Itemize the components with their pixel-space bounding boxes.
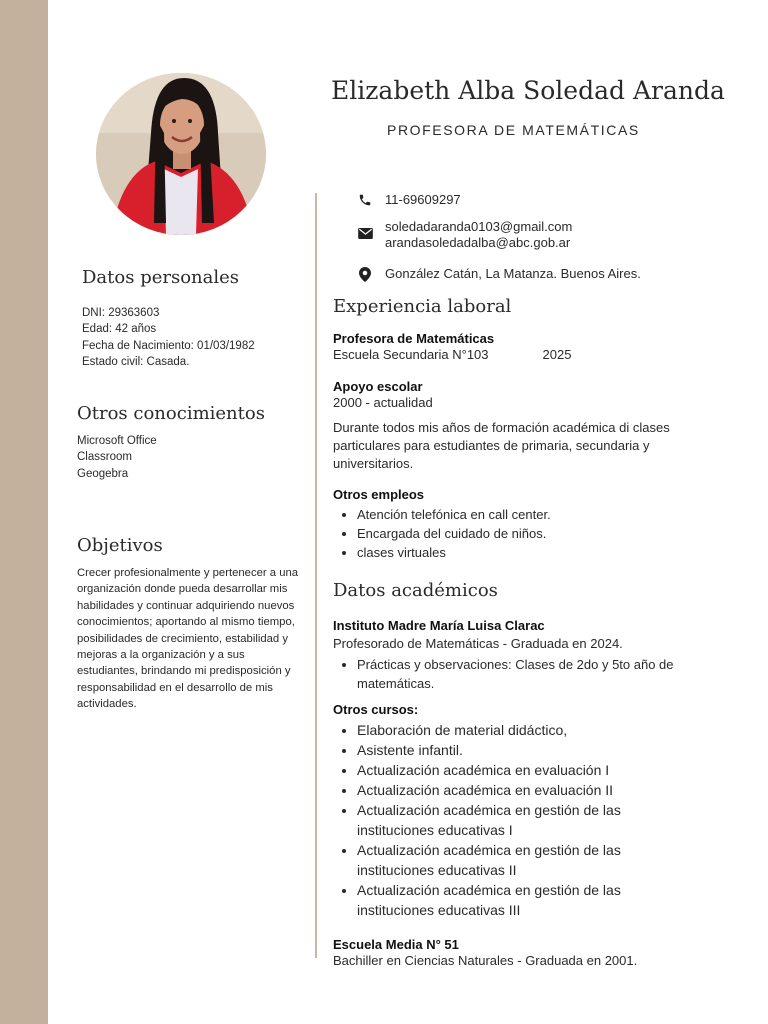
person-name: Elizabeth Alba Soledad Aranda bbox=[331, 76, 725, 105]
list-item: • Encargada del cuidado de niños. bbox=[357, 524, 743, 543]
job-1-place: Escuela Secundaria N°103 bbox=[333, 347, 489, 362]
otros-cursos bbox=[333, 702, 743, 920]
list-item: • Atención telefónica en call center. bbox=[357, 505, 743, 524]
phone-icon bbox=[356, 192, 374, 208]
nacimiento-line: Fecha de Nacimiento: 01/03/1982 bbox=[82, 339, 255, 352]
conocimiento-item: Classroom bbox=[77, 451, 132, 464]
contact-address bbox=[356, 266, 641, 282]
otros-conocimientos-list bbox=[77, 433, 157, 482]
experiencia-title: Experiencia laboral bbox=[333, 296, 512, 317]
email-secondary[interactable]: arandasoledadalba@abc.gob.ar bbox=[385, 235, 571, 250]
institucion-1-degree: Profesorado de Matemáticas - Graduada en 2024. bbox=[333, 636, 623, 651]
institucion-1 bbox=[333, 618, 743, 693]
dni-line: DNI: 29363603 bbox=[82, 307, 160, 319]
column-divider bbox=[315, 193, 317, 958]
job-1-title: Profesora de Matemáticas bbox=[333, 331, 495, 346]
academicos-title: Datos académicos bbox=[333, 580, 498, 601]
institucion-2-name: Escuela Media N° 51 bbox=[333, 937, 459, 952]
objetivos-text: Crecer profesionalmente y pertenecer a una organización donde pueda desarrollar mis habilidades y continuar adquiriendo nuevos conocimientos; aportando al mismo tiempo, posibilidades de crecimiento, estabilidad y mejoras a la organización y a sus estudiantes, brindando mi predisposición y responsabilidad en el desarrollo de mis actividades. bbox=[77, 567, 299, 711]
otros-cursos-title: Otros cursos: bbox=[333, 702, 419, 717]
list-item: • Elaboración de material didáctico, bbox=[357, 720, 677, 740]
side-color-band bbox=[0, 0, 48, 1024]
job-2-description: Durante todos mis años de formación académica di clases particulares para estudiantes de primaria, secundaria y universitarios. bbox=[333, 420, 670, 471]
address-text: González Catán, La Matanza. Buenos Aires. bbox=[385, 266, 641, 281]
job-1-year: 2025 bbox=[542, 347, 572, 362]
list-item: • clases virtuales bbox=[357, 543, 743, 562]
job-2-period: 2000 - actualidad bbox=[333, 395, 433, 410]
otros-empleos-title: Otros empleos bbox=[333, 487, 425, 502]
list-item: • Actualización académica en gestión de las instituciones educativas II bbox=[357, 840, 677, 880]
institucion-1-name: Instituto Madre María Luisa Clarac bbox=[333, 618, 545, 633]
email-primary[interactable]: soledadaranda0103@gmail.com bbox=[385, 219, 573, 234]
otros-empleos bbox=[333, 487, 743, 562]
list-item: • Actualización académica en gestión de las instituciones educativas III bbox=[357, 880, 677, 920]
institucion-2-degree: Bachiller en Ciencias Naturales - Graduada en 2001. bbox=[333, 953, 638, 968]
mail-icon bbox=[356, 225, 374, 241]
job-1 bbox=[333, 331, 743, 363]
profile-photo bbox=[96, 73, 266, 235]
list-item: • Actualización académica en gestión de las instituciones educativas I bbox=[357, 800, 677, 840]
contact-email bbox=[356, 219, 572, 251]
list-item: • Actualización académica en evaluación II bbox=[357, 780, 677, 800]
job-2 bbox=[333, 379, 743, 411]
institucion-2 bbox=[333, 937, 743, 969]
conocimiento-item: Microsoft Office bbox=[77, 435, 157, 447]
estado-civil-line: Estado civil: Casada. bbox=[82, 355, 190, 368]
job-2-title: Apoyo escolar bbox=[333, 379, 423, 394]
conocimiento-item: Geogebra bbox=[77, 467, 129, 480]
location-pin-icon bbox=[356, 266, 374, 282]
otros-conocimientos-title: Otros conocimientos bbox=[77, 403, 265, 424]
datos-personales-title: Datos personales bbox=[82, 267, 240, 288]
edad-line: Edad: 42 años bbox=[82, 323, 157, 336]
datos-personales-list bbox=[82, 305, 255, 370]
phone-number: 11-69609297 bbox=[385, 192, 461, 207]
contact-phone bbox=[356, 192, 461, 208]
list-item: • Asistente infantil. bbox=[357, 740, 677, 760]
objetivos-title: Objetivos bbox=[77, 535, 163, 556]
list-item: • Prácticas y observaciones: Clases de 2do y 5to año de matemáticas. bbox=[357, 655, 717, 693]
list-item: • Actualización académica en evaluación I bbox=[357, 760, 677, 780]
job-title: PROFESORA DE MATEMÁTICAS bbox=[387, 122, 640, 138]
